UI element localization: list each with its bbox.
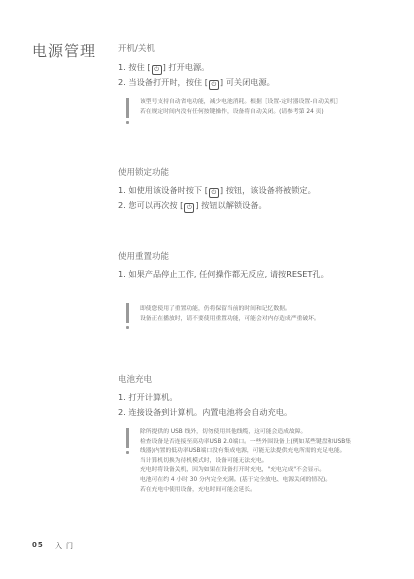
power-icon: ⏻: [152, 65, 162, 75]
section-title-charge: 电池充电: [118, 375, 153, 385]
exclamation-icon: [126, 428, 129, 448]
note-reset: 即使您使用了重置功能，仍将保留当前的时间和记忆数据。 设备正在播放时，请不要使用重置功能，可能会对内存造成严重破坏。: [140, 306, 320, 322]
note-charge: 除所提供的 USB 线外，切勿使用其他线缆，这可能会造成故障。 检查设备是否连接至高功率USB 2.0端口。一些外围设备上(例如某些键盘和USB集 线器)内置的低功率USB端口没有集成电源，可能无法提供充电所需的充足电能。 当计算机切换为待机模式时，设备可能无法充电。 充电时将设备关机，因为如果在设备打开时充电，"充电完成"不会显示。 电池可在约 4 小时 30 分内完全充满。(基于完全放电、电源关闭的情况)。 若在充电中使用设备，充电时间可能会延长。: [140, 429, 352, 493]
charge-step-2: 2. 连接设备到计算机。内置电池将会自动充电。: [118, 407, 293, 417]
page-title: 电源管理: [32, 42, 97, 60]
reset-step-1: 1. 如果产品停止工作, 任何操作都无反应, 请按RESET孔。: [118, 269, 329, 279]
note-power: 该型号支持自动省电功能，减少电池消耗。根据［设置-定时器设置-自动关机］ 若在规定时间内没有任何按键操作，设备将自动关闭。(请参考第 24 页): [140, 99, 342, 115]
footer-section: 入门: [55, 542, 77, 550]
lock-step-2: 2. 您可以再次按 [ ⏻ ] 按钮以解锁设备。: [118, 200, 267, 211]
section-title-power: 开机/关机: [118, 44, 155, 54]
power-step-1: 1. 按住 [ ⏻ ] 打开电源。: [118, 62, 210, 73]
section-title-reset: 使用重置功能: [118, 252, 170, 262]
page-number: 05: [32, 541, 44, 549]
exclamation-dot: [126, 326, 129, 329]
charge-step-1: 1. 打开计算机。: [118, 392, 178, 402]
exclamation-dot: [126, 121, 129, 124]
exclamation-dot: [126, 451, 129, 454]
power-icon: ⏻: [209, 188, 219, 198]
power-icon: ⏻: [209, 80, 219, 90]
section-title-lock: 使用锁定功能: [118, 168, 170, 178]
power-icon: ⏻: [184, 203, 194, 213]
exclamation-icon: [126, 303, 129, 323]
lock-step-1: 1. 如使用该设备时按下 [ ⏻ ] 按钮，该设备将被锁定。: [118, 185, 316, 196]
power-step-2: 2. 当设备打开时，按住 [ ⏻ ] 可关闭电源。: [118, 77, 275, 88]
exclamation-icon: [126, 98, 129, 118]
